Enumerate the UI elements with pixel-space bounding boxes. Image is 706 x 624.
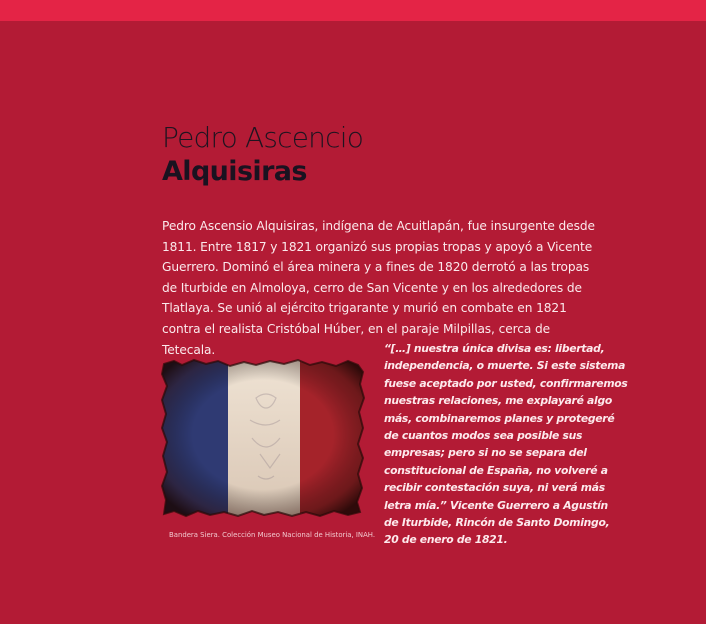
quote-line: 20 de enero de 1821. [384, 533, 508, 547]
quote-line: nuestras relaciones, me explayaré algo [384, 394, 612, 408]
guerrero-quote [384, 340, 628, 549]
quote-line: de cuantos modos sea posible sus [384, 429, 583, 443]
quote-line: “[…] nuestra única divisa es: libertad, [384, 342, 605, 355]
flag-image [160, 358, 366, 518]
quote-line: más, combinaremos planes y protegeré [384, 411, 615, 425]
page-title-first-name: Pedro Ascencio [162, 121, 364, 154]
quote-line: empresas; pero si no se separa del [384, 446, 587, 460]
quote-line: recibir contestación suya, ni verá más [384, 481, 605, 495]
page-title-last-name: Alquisiras [162, 156, 307, 187]
quote-line: letra mía.” Vicente Guerrero a Agustín [384, 498, 608, 512]
quote-line: independencia, o muerte. Si este sistema [384, 359, 626, 373]
top-accent-band [0, 0, 706, 21]
biography-paragraph: Pedro Ascensio Alquisiras, indígena de Acuitlapán, fue insurgente desde 1811. Entre 1817 y 1821 organizó sus propias tropas y apoyó a Vicente Guerrero. Dominó el área minera y a fines de 1820 derrotó a las tropas de Iturbide en Almoloya, cerro de San Vicente y en los alrededores de Tlatlaya. Se unió al ejército trigarante y murió en combate en 1821 contra el realista Cristóbal Húber, en el paraje Milpillas, cerca de Tetecala. [162, 219, 595, 357]
quote-line: constitucional de España, no volveré a [384, 463, 608, 477]
flag-illustration [160, 358, 366, 518]
flag-caption: Bandera Siera. Colección Museo Nacional de Historia, INAH. [169, 531, 376, 539]
quote-line: fuese aceptado por usted, confirmaremos [384, 376, 628, 390]
quote-line: de Iturbide, Rincón de Santo Domingo, [384, 516, 610, 530]
